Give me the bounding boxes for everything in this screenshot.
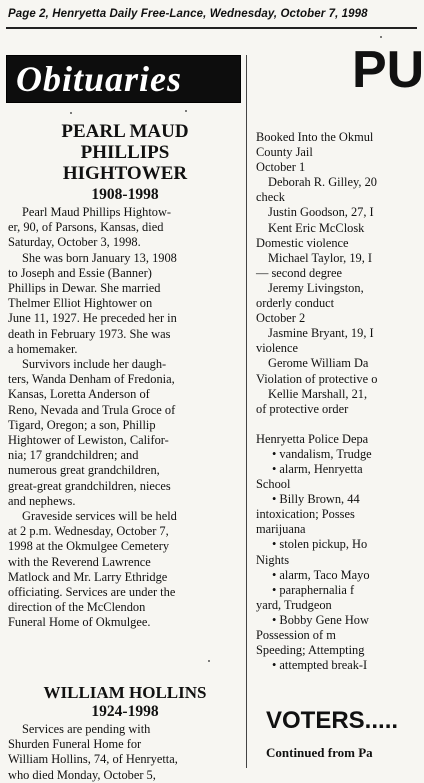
obit-text-line: Pearl Maud Phillips Hightow- xyxy=(22,205,172,219)
obit-text-line: June 11, 1927. He preceded her in xyxy=(8,311,177,326)
obit-text-line: Funeral Home of Okmulgee. xyxy=(8,615,151,630)
obit-text-line: Tigard, Oregon; a son, Phillip xyxy=(8,417,156,432)
report-line: check xyxy=(256,190,285,205)
report-line: • Bobby Gene How xyxy=(272,612,369,627)
police-report xyxy=(256,130,417,673)
obituary-hollins-body xyxy=(8,722,242,783)
obit-text-line: with the Reverend Lawrence xyxy=(8,554,151,569)
report-line: Michael Taylor, 19, I xyxy=(268,250,373,265)
report-line: orderly conduct xyxy=(256,296,335,311)
report-line: Jeremy Livingston, xyxy=(268,280,364,295)
obituary-hightower xyxy=(8,121,242,204)
obit-text-line: William Hollins, 74, of Henryetta, xyxy=(8,752,178,767)
obit-text-line: Thelmer Elliot Hightower on xyxy=(8,296,153,311)
banner-title: Obituaries xyxy=(16,59,183,99)
report-line: Gerome William Da xyxy=(268,356,369,371)
report-line: • Billy Brown, 44 xyxy=(272,492,360,507)
obit-text-line: She was born January 13, 1908 xyxy=(22,250,177,265)
voters-headline: VOTERS..... xyxy=(266,707,399,734)
obit-text-line: at 2 p.m. Wednesday, October 7, xyxy=(8,524,169,539)
obituary-hollins xyxy=(8,683,242,721)
obit-name-line: HIGHTOWER xyxy=(62,163,188,184)
obit-text-line: Saturday, October 3, 1998. xyxy=(8,235,141,250)
column-rule xyxy=(246,55,247,768)
report-line xyxy=(256,417,417,432)
header-rule xyxy=(6,27,417,29)
report-line: yard, Trudgeon xyxy=(256,597,332,612)
report-line: Nights xyxy=(256,552,290,567)
report-line: Kellie Marshall, 21, xyxy=(268,386,368,401)
obit-text-line: Services are pending with xyxy=(22,722,151,736)
obit-text-line: a homemaker. xyxy=(8,341,78,356)
continued-line: Continued from Pa xyxy=(266,745,373,760)
report-line: of protective order xyxy=(256,401,349,416)
obit-text-line: Kansas, Loretta Anderson of xyxy=(8,387,150,402)
report-line: • alarm, Taco Mayo xyxy=(272,567,370,582)
report-line: — second degree xyxy=(256,265,343,280)
obituaries-banner xyxy=(6,55,241,103)
obit-text-line: ters, Wanda Denham of Fredonia, xyxy=(8,372,175,387)
obit-text-line: great-great grandchildren, nieces xyxy=(8,478,171,493)
report-line: intoxication; Posses xyxy=(256,507,355,522)
report-line: • stolen pickup, Ho xyxy=(272,537,368,552)
obit-text-line: who died Monday, October 5, xyxy=(8,767,156,782)
print-speck xyxy=(380,36,382,38)
report-line: Kent Eric McClosk xyxy=(268,220,365,235)
report-line: • paraphernalia f xyxy=(272,582,355,597)
report-line: School xyxy=(256,477,291,492)
report-line: Jasmine Bryant, 19, I xyxy=(268,326,374,341)
report-line: County Jail xyxy=(256,145,313,160)
obit-text-line: Reno, Nevada and Trula Groce of xyxy=(8,402,176,417)
police-headline: PU xyxy=(352,41,424,99)
obit-text-line: direction of the McClendon xyxy=(8,600,146,615)
print-speck xyxy=(70,112,72,114)
report-line: Speeding; Attempting xyxy=(256,643,365,658)
report-line: Violation of protective o xyxy=(256,371,378,386)
print-speck xyxy=(208,660,210,662)
obit-text-line: 1998 at the Okmulgee Cemetery xyxy=(8,539,170,554)
obit-text-line: Survivors include her daugh- xyxy=(22,357,167,372)
obit-years: 1908-1998 xyxy=(91,186,159,203)
obit-text-line: to Joseph and Essie (Banner) xyxy=(8,265,152,280)
obit-text-line: Graveside services will be held xyxy=(22,509,177,524)
report-line: October 1 xyxy=(256,160,306,175)
report-line: Possession of m xyxy=(256,628,336,642)
obituary-hightower-body xyxy=(8,205,242,631)
obit-text-line: numerous great grandchildren, xyxy=(8,463,160,478)
obit-text-line: Hightower of Lewiston, Califor- xyxy=(8,433,169,448)
report-line: violence xyxy=(256,341,298,356)
obit-text-line: and nephews. xyxy=(8,493,76,508)
report-line: Henryetta Police Depa xyxy=(256,431,369,446)
obit-name-line: PHILLIPS xyxy=(80,142,170,163)
obit-text-line: nia; 17 grandchildren; and xyxy=(8,448,139,463)
obit-text-line: officiating. Services are under the xyxy=(8,585,176,600)
obit-text-line: Shurden Funeral Home for xyxy=(8,737,142,752)
print-speck xyxy=(185,110,187,112)
report-line: Deborah R. Gilley, 20 xyxy=(268,175,377,190)
obit-name-line: PEARL MAUD xyxy=(61,121,189,142)
obit-years: 1924-1998 xyxy=(91,703,159,720)
obit-text-line: death in February 1973. She was xyxy=(8,326,171,341)
obit-text-line: er, 90, of Parsons, Kansas, died xyxy=(8,220,164,235)
report-line: Domestic violence xyxy=(256,235,349,250)
report-line: October 2 xyxy=(256,311,306,326)
page-header: Page 2, Henryetta Daily Free-Lance, Wednesday, October 7, 1998 xyxy=(8,8,368,20)
report-line: Booked Into the Okmul xyxy=(256,130,374,144)
report-line: • vandalism, Trudge xyxy=(272,446,372,461)
report-line: • alarm, Henryetta xyxy=(272,461,363,476)
obit-text-line: Matlock and Mr. Larry Ethridge xyxy=(8,569,168,584)
obit-name: WILLIAM HOLLINS xyxy=(43,683,207,702)
report-line: Justin Goodson, 27, I xyxy=(268,205,374,220)
obit-text-line: Phillips in Dewar. She married xyxy=(8,281,161,296)
report-line: • attempted break-I xyxy=(272,658,368,673)
report-line: marijuana xyxy=(256,522,306,537)
